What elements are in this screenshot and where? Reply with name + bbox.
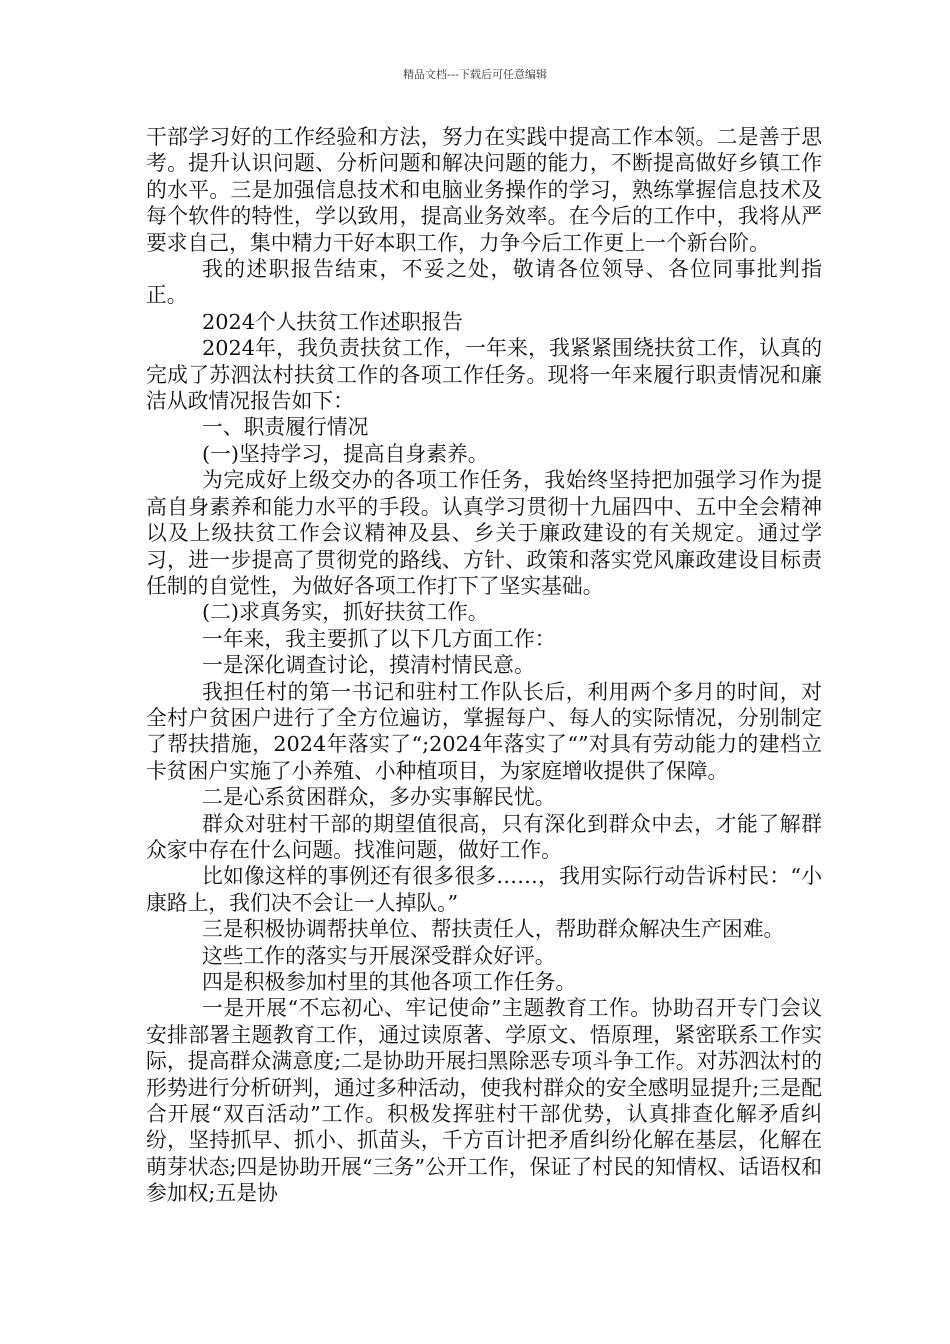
document-body	[146, 124, 822, 1207]
paragraph: 一是开展“不忘初心、牢记使命”主题教育工作。协助召开专门会议安排部署主题教育工作，通过读原著、学原文、悟原理，紧密联系工作实际，提高群众满意度;二是协助开展扫黑除恶专项斗争工作。对苏泗汰村的形势进行分析研判，通过多种活动，使我村群众的安全感明显提升;三是配合开展“双百活动”工作。积极发挥驻村干部优势，认真排查化解矛盾纠纷，坚持抓早、抓小、抓苗头，千方百计把矛盾纠纷化解在基层，化解在萌芽状态;四是协助开展“三务”公开工作，保证了村民的知情权、话语权和参加权;五是协	[146, 996, 822, 1206]
subheading: (二)求真务实，抓好扶贫工作。	[202, 600, 489, 625]
page-header: 精品文档---下载后可任意编辑	[403, 68, 547, 81]
paragraph: 2024年，我负责扶贫工作，一年来，我紧紧围绕扶贫工作，认真的完成了苏泗汰村扶贫工作的各项工作任务。现将一年来履行职责情况和廉洁从政情况报告如下：	[146, 336, 822, 414]
paragraph: 一年来，我主要抓了以下几方面工作：	[202, 626, 556, 651]
paragraph: 二是心系贫困群众，多办实事解民忧。	[202, 785, 556, 810]
paragraph: 群众对驻村干部的期望值很高，只有深化到群众中去，才能了解群众家中存在什么问题。找准问题，做好工作。	[146, 811, 822, 862]
paragraph: 三是积极协调帮扶单位、帮扶责任人，帮助群众解决生产困难。	[202, 917, 785, 942]
paragraph: 我担任村的第一书记和驻村工作队长后，利用两个多月的时间，对全村户贫困户进行了全方位遍访，掌握每户、每人的实际情况，分别制定了帮扶措施，2024年落实了“;2024年落实了“”对具有劳动能力的建档立卡贫困户实施了小养殖、小种植项目，为家庭增收提供了保障。	[146, 679, 822, 783]
paragraph: 干部学习好的工作经验和方法，努力在实践中提高工作本领。二是善于思考。提升认识问题、分析问题和解决问题的能力，不断提高做好乡镇工作的水平。三是加强信息技术和电脑业务操作的学习，熟练掌握信息技术及每个软件的特性，学以致用，提高业务效率。在今后的工作中，我将从严要求自己，集中精力干好本职工作，力争今后工作更上一个新台阶。	[146, 125, 822, 255]
paragraph: 我的述职报告结束，不妥之处，敬请各位领导、各位同事批判指正。	[146, 257, 822, 308]
heading: 一、职责履行情况	[202, 415, 369, 440]
section-title: 2024个人扶贫工作述职报告	[202, 309, 463, 334]
paragraph: 为完成好上级交办的各项工作任务，我始终坚持把加强学习作为提高自身素养和能力水平的手段。认真学习贯彻十九届四中、五中全会精神以及上级扶贫工作会议精神及县、乡关于廉政建设的有关规定。通过学习，进一步提高了贯彻党的路线、方针、政策和落实党风廉政建设目标责任制的自觉性，为做好各项工作打下了坚实基础。	[146, 468, 822, 598]
paragraph: 一是深化调查讨论，摸清村情民意。	[202, 653, 535, 678]
paragraph: 这些工作的落实与开展深受群众好评。	[202, 943, 556, 968]
subheading: (一)坚持学习，提高自身素养。	[202, 441, 489, 466]
paragraph: 四是积极参加村里的其他各项工作任务。	[202, 970, 577, 994]
paragraph: 比如像这样的事例还有很多很多……，我用实际行动告诉村民：“小康路上，我们决不会让一人掉队。”	[146, 864, 822, 915]
